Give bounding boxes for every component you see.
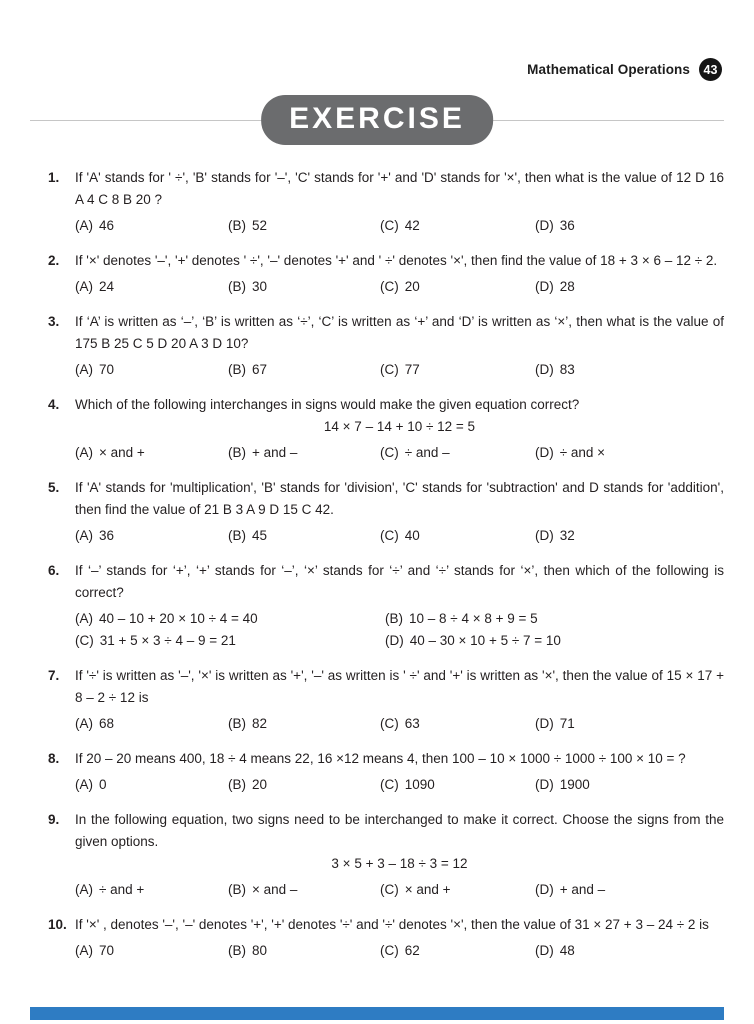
option-value: 68	[99, 716, 115, 731]
option-value: 83	[559, 362, 575, 377]
question-text: In the following equation, two signs need to be interchanged to make it correct. Choose the signs from the given options.	[75, 812, 724, 849]
option-d	[535, 276, 724, 298]
option-c	[380, 359, 535, 381]
option-value: 30	[252, 279, 268, 294]
option-value: 77	[404, 362, 420, 377]
option-label: (D)	[385, 633, 404, 648]
question-7	[48, 665, 724, 735]
option-c	[380, 879, 535, 901]
option-label: (C)	[380, 882, 399, 897]
option-b	[228, 940, 380, 962]
option-b	[228, 713, 380, 735]
option-label: (C)	[380, 445, 399, 460]
option-label: (B)	[385, 611, 403, 626]
option-label: (A)	[75, 882, 93, 897]
option-a	[75, 359, 228, 381]
options-row	[75, 879, 724, 901]
question-text: If ‘A’ is written as ‘–’, ‘B’ is written as ‘÷’, ‘C’ is written as ‘+’ and ‘D’ is written as ‘×’, then what is the value of 175 B 25 C 5 D 20 A 3 D 10?	[75, 314, 724, 351]
option-value: 71	[559, 716, 575, 731]
option-value: 28	[559, 279, 575, 294]
option-b	[228, 215, 380, 237]
options-row	[75, 276, 724, 298]
question-text: Which of the following interchanges in signs would make the given equation correct?	[75, 397, 580, 412]
chapter-title: Mathematical Operations	[527, 62, 690, 77]
option-value: 70	[99, 943, 115, 958]
question-text: If '×' denotes '–', '+' denotes ' ÷', '–' denotes '+' and ' ÷' denotes '×', then find the value of 18 + 3 × 6 – 12 ÷ 2.	[75, 253, 718, 268]
question-number: 2.	[48, 253, 60, 268]
option-value: 20	[252, 777, 268, 792]
option-d	[535, 879, 724, 901]
options-grid	[75, 608, 724, 652]
option-value: 48	[559, 943, 575, 958]
option-value: 20	[404, 279, 420, 294]
option-value: 52	[252, 218, 268, 233]
option-value: 40 – 10 + 20 × 10 ÷ 4 = 40	[99, 611, 258, 626]
question-equation: 14 × 7 – 14 + 10 ÷ 12 = 5	[323, 419, 476, 434]
question-text: If 'A' stands for ' ÷', 'B' stands for '–', 'C' stands for '+' and 'D' stands for '×', then what is the value of 12 D 16 A 4 C 8 B 20 ?	[75, 170, 724, 207]
question-text: If '×' , denotes '–', '–' denotes '+', '+' denotes '÷' and '÷' denotes '×', then the value of 31 × 27 + 3 – 24 ÷ 2 is	[75, 917, 709, 932]
option-a	[75, 215, 228, 237]
option-c	[380, 525, 535, 547]
question-2	[48, 250, 724, 298]
option-value: ÷ and +	[99, 882, 145, 897]
question-number: 3.	[48, 314, 60, 329]
option-c	[380, 276, 535, 298]
options-row	[75, 713, 724, 735]
question-text: If '÷' is written as '–', '×' is written as '+', '–' as written is ' ÷' and '+' is written as '×', then the value of 15 × 17 + 8 – 2 ÷ 12 is	[75, 668, 724, 705]
question-number: 4.	[48, 397, 60, 412]
question-1	[48, 167, 724, 237]
option-value: 70	[99, 362, 115, 377]
option-b	[228, 525, 380, 547]
option-label: (A)	[75, 279, 93, 294]
option-label: (A)	[75, 362, 93, 377]
option-label: (C)	[380, 218, 399, 233]
option-label: (A)	[75, 445, 93, 460]
question-number: 10.	[48, 917, 67, 932]
option-value: 42	[404, 218, 420, 233]
option-label: (B)	[228, 943, 246, 958]
option-label: (C)	[380, 777, 399, 792]
option-d	[535, 713, 724, 735]
option-value: + and –	[559, 882, 606, 897]
option-label: (C)	[380, 943, 399, 958]
option-label: (C)	[380, 716, 399, 731]
option-d	[535, 359, 724, 381]
option-a	[75, 608, 385, 630]
option-label: (A)	[75, 218, 93, 233]
option-b	[228, 442, 380, 464]
option-label: (B)	[228, 528, 246, 543]
question-number: 8.	[48, 751, 60, 766]
option-label: (B)	[228, 716, 246, 731]
option-value: 63	[404, 716, 420, 731]
option-value: 40 – 30 × 10 + 5 ÷ 7 = 10	[409, 633, 561, 648]
options-row	[75, 442, 724, 464]
option-a	[75, 879, 228, 901]
option-value: 0	[99, 777, 107, 792]
options-row	[75, 940, 724, 962]
option-label: (C)	[380, 362, 399, 377]
option-c	[75, 630, 385, 652]
exercise-band	[0, 95, 754, 145]
option-d	[385, 630, 724, 652]
question-6	[48, 560, 724, 652]
option-a	[75, 713, 228, 735]
question-3	[48, 311, 724, 381]
option-label: (A)	[75, 528, 93, 543]
page-number-badge: 43	[699, 58, 722, 81]
option-label: (B)	[228, 218, 246, 233]
option-c	[380, 774, 535, 796]
option-d	[535, 525, 724, 547]
option-value: 36	[559, 218, 575, 233]
option-label: (D)	[535, 716, 554, 731]
option-value: × and +	[99, 445, 145, 460]
option-value: 40	[404, 528, 420, 543]
option-label: (D)	[535, 943, 554, 958]
option-value: 1900	[559, 777, 590, 792]
option-a	[75, 276, 228, 298]
option-a	[75, 940, 228, 962]
exercise-heading: EXERCISE	[261, 95, 493, 145]
option-d	[535, 940, 724, 962]
question-number: 5.	[48, 480, 60, 495]
option-b	[228, 879, 380, 901]
option-value: 62	[404, 943, 420, 958]
option-label: (D)	[535, 279, 554, 294]
option-value: 82	[252, 716, 268, 731]
option-b	[385, 608, 724, 630]
option-value: 80	[252, 943, 268, 958]
option-label: (B)	[228, 362, 246, 377]
option-label: (D)	[535, 528, 554, 543]
option-label: (C)	[380, 279, 399, 294]
footer-accent-bar	[30, 1007, 724, 1020]
page-header	[0, 0, 754, 81]
option-value: + and –	[252, 445, 298, 460]
option-c	[380, 713, 535, 735]
option-b	[228, 276, 380, 298]
question-9	[48, 809, 724, 901]
option-value: ÷ and –	[404, 445, 450, 460]
option-value: 36	[99, 528, 115, 543]
option-value: 31 + 5 × 3 ÷ 4 – 9 = 21	[99, 633, 236, 648]
option-label: (B)	[228, 279, 246, 294]
option-value: 10 – 8 ÷ 4 × 8 + 9 = 5	[409, 611, 538, 626]
question-text: If ‘–’ stands for ‘+’, ‘+’ stands for ‘–’, ‘×’ stands for ‘÷’ and ‘÷’ stands for ‘×’, then which of the following is correct?	[75, 563, 724, 600]
question-number: 7.	[48, 668, 60, 683]
options-row	[75, 774, 724, 796]
question-list	[48, 167, 724, 962]
option-label: (A)	[75, 716, 93, 731]
option-value: × and +	[404, 882, 451, 897]
option-c	[380, 215, 535, 237]
option-value: × and –	[252, 882, 298, 897]
question-4	[48, 394, 724, 464]
option-value: ÷ and ×	[559, 445, 606, 460]
question-number: 6.	[48, 563, 60, 578]
option-value: 67	[252, 362, 268, 377]
option-value: 46	[99, 218, 115, 233]
option-a	[75, 442, 228, 464]
question-number: 9.	[48, 812, 60, 827]
option-label: (D)	[535, 882, 554, 897]
option-label: (D)	[535, 445, 554, 460]
option-label: (C)	[75, 633, 94, 648]
question-10	[48, 914, 724, 962]
question-5	[48, 477, 724, 547]
option-c	[380, 940, 535, 962]
option-c	[380, 442, 535, 464]
option-a	[75, 774, 228, 796]
option-value: 32	[559, 528, 575, 543]
option-label: (C)	[380, 528, 399, 543]
question-number: 1.	[48, 170, 60, 185]
option-value: 24	[99, 279, 115, 294]
option-label: (A)	[75, 777, 93, 792]
option-d	[535, 774, 724, 796]
option-label: (B)	[228, 777, 246, 792]
option-b	[228, 774, 380, 796]
option-value: 1090	[404, 777, 435, 792]
option-label: (B)	[228, 882, 246, 897]
options-row	[75, 215, 724, 237]
option-label: (D)	[535, 777, 554, 792]
option-value: 45	[252, 528, 268, 543]
option-b	[228, 359, 380, 381]
option-label: (D)	[535, 218, 554, 233]
option-d	[535, 215, 724, 237]
option-label: (D)	[535, 362, 554, 377]
question-text: If 'A' stands for 'multiplication', 'B' stands for 'division', 'C' stands for 'subtraction' and D stands for 'addition', then find the value of 21 B 3 A 9 D 15 C 42.	[75, 480, 724, 517]
option-d	[535, 442, 724, 464]
question-equation: 3 × 5 + 3 – 18 ÷ 3 = 12	[331, 856, 468, 871]
option-label: (A)	[75, 611, 93, 626]
option-label: (A)	[75, 943, 93, 958]
options-row	[75, 525, 724, 547]
question-8	[48, 748, 724, 796]
question-text: If 20 – 20 means 400, 18 ÷ 4 means 22, 16 ×12 means 4, then 100 – 10 × 1000 ÷ 1000 ÷ 100 × 10 = ?	[75, 751, 686, 766]
option-label: (B)	[228, 445, 246, 460]
option-a	[75, 525, 228, 547]
options-row	[75, 359, 724, 381]
